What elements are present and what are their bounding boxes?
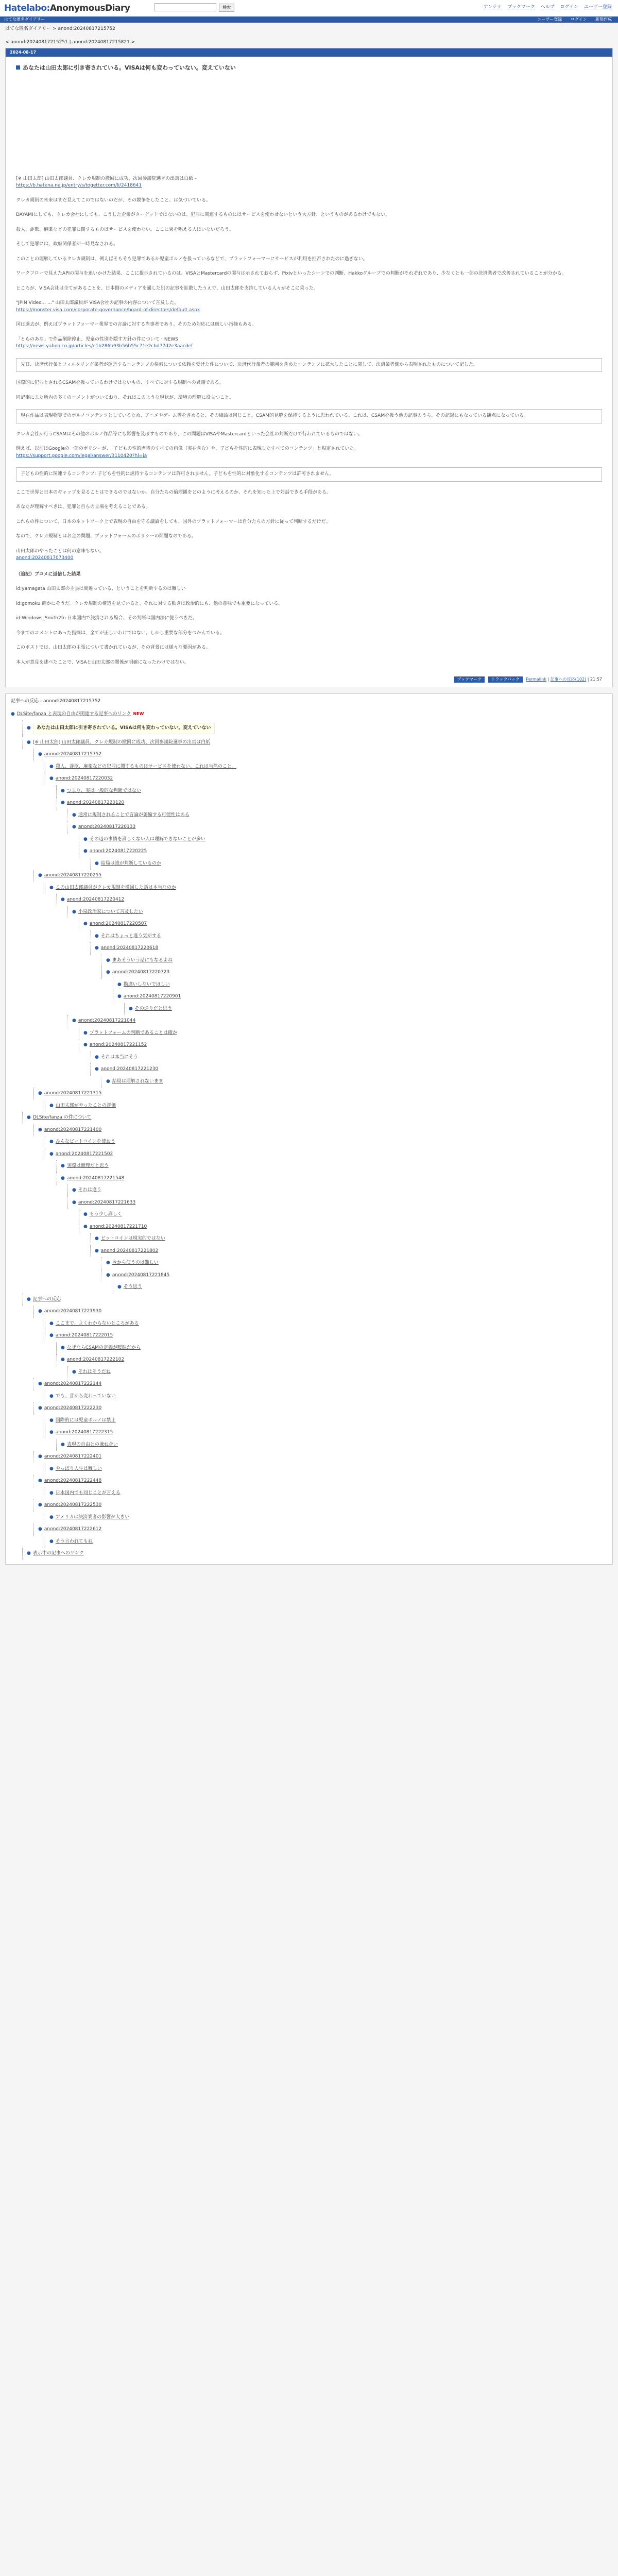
bullet-icon: ● [61,1175,65,1181]
sub-bar-links [530,16,612,23]
tree-node-link[interactable]: 実際は無理だと思う [66,1163,109,1168]
bullet-icon: ● [61,1163,65,1168]
paragraph: 殺人、詐欺、麻薬などの犯罪に関するものはサービスを使わない。ここに異を唱える人はいないだろう。 [16,227,234,232]
tree-node-link[interactable]: anond:20240817221802 [100,1248,159,1253]
paragraph: DAYAMIにしても、クレカ会社にしても、こうした企業がターゲットではないのは、犯罪に関連するものにはサービスを使わせないという大方針、というものがあるわけでもない。 [16,212,390,217]
tree-node-link[interactable]: 通常に規制されることで言論が萎縮する可能性はある [78,812,190,818]
tree-node-link[interactable]: anond:20240817222230 [44,1405,102,1411]
tree-node [45,1536,607,1548]
bullet-icon: ● [72,812,76,818]
tree-node [79,845,607,858]
tree-node-link[interactable]: anond:20240817220507 [89,921,147,926]
bookmark-link[interactable]: ブックマーク [507,5,535,10]
tree-node-link[interactable]: 表示中の記事へのリンク [32,1551,84,1556]
tree-node-link[interactable]: でも、昔から変わっていない [55,1393,116,1399]
tree-node-link[interactable]: 結局は誰が判断しているのか [100,860,161,866]
bullet-icon: ● [95,1054,99,1060]
bullet-icon: ● [61,788,65,793]
tree-node-link[interactable]: DLSite/fanza と表現の自由が関連する記事へのリンク [16,711,131,717]
tree-node [33,1124,607,1137]
tree-node-link[interactable]: それは本当にそう [100,1054,138,1060]
bullet-icon: ● [83,1030,88,1036]
tree-node [101,1076,607,1088]
bullet-icon: ● [38,1381,42,1386]
tree-node [67,906,607,919]
tree-node [90,858,607,870]
tree-node-link[interactable]: 日本国内でも同じことが言える [55,1490,121,1496]
bullet-icon: ● [38,1527,42,1532]
tree-node [22,1548,607,1560]
tree-node-link[interactable]: それはちょっと違う気がする [100,933,161,939]
reaction-tree [5,693,613,1565]
tree-node [33,1088,607,1100]
bullet-icon: ● [27,739,31,745]
entry-title-text: あなたは山田太郎に引き寄されている。VISAは何も変わっていない。変えていない [23,64,236,71]
permalink[interactable]: Permalink [526,677,546,682]
tree-node [90,1245,607,1258]
tree-node-link[interactable]: ここまで、よくわからないところがある [55,1320,139,1326]
search-form [154,3,234,12]
bullet-icon: ● [61,897,65,902]
entry-article [6,57,612,687]
paragraph: そして犯罪には、政府関係者が一時見なされる。 [16,242,118,247]
entry-section [5,48,613,687]
entry-body [16,176,602,667]
tree-node-link[interactable]: ビットコインは現実的ではない [100,1236,165,1241]
tree-node [79,1027,607,1040]
tree-node-link[interactable]: やっぱり人生は難しい [55,1466,102,1471]
tree-node-link[interactable]: anond:20240817220120 [66,800,125,805]
pr-link[interactable]: https://monster.visa.com/corporate-governance/board-of-directors/default.aspx [16,307,200,313]
brand-part-a: Hatelabo: [4,3,50,13]
tree-node [67,809,607,822]
bullet-icon: ● [11,711,15,717]
tree-node-link[interactable]: anond:20240817221845 [112,1272,170,1278]
tree-node [45,1330,607,1342]
bullet-icon: ● [61,1442,65,1447]
tree-node [67,1015,607,1027]
bullet-icon: ● [72,1018,76,1023]
tree-node [45,1463,607,1476]
help-link[interactable]: ヘルプ [540,5,555,10]
bullet-icon: ● [49,1320,54,1326]
paragraph: これらの件について、日本のネットワーク上で表現の自由を守る議論をしても、国外のプラットフォーマーは自分たちの方針に従って判断するだけだ。 [16,519,331,524]
tree-node-link[interactable]: anond:20240817222530 [44,1502,102,1507]
sub-signup-link[interactable]: ユーザー登録 [537,17,562,22]
antenna-link[interactable]: アンテナ [483,5,502,10]
bullet-icon: ● [38,752,42,757]
tree-node [113,991,607,1003]
breadcrumb[interactable]: はてな匿名ダイアリー > anond:20240817215752 [5,26,115,31]
bullet-icon: ● [83,836,88,842]
tree-node-link[interactable]: anond:20240817220255 [44,873,102,878]
tree-node-link[interactable]: 殺人、詐欺、麻薬などの犯罪に関するものはサービスを使わない。これは当然のこと。 [55,764,236,769]
tree-node [45,773,607,785]
tree-node [79,1209,607,1221]
bullet-icon: ● [83,1042,88,1047]
tree-heading: 記事への反応 - anond:20240817215752 [11,699,101,704]
tree-node-link[interactable]: anond:20240817222015 [55,1333,113,1338]
bullet-icon: ● [95,860,99,866]
bullet-icon: ● [61,800,65,805]
bullet-icon: ● [49,1538,54,1544]
tree-node [45,1415,607,1427]
quote-link[interactable]: https://news.yahoo.co.jp/articles/e1b286b93b56b55c71e2cbd77d2e3aacdef [16,344,193,349]
addendum-line: このポストでは、山田太郎の主張について書かれているが、その背景には様々な要因がある。 [16,645,211,650]
tree-node-link[interactable]: anond:20240817220618 [100,945,159,951]
tree-node-link[interactable]: anond:20240817222448 [44,1478,102,1483]
tree-node [67,1366,607,1379]
paragraph: クレカ規制の未来はまだ見えてこのではないのだが、その競争をしたこと、は気づいている。 [16,197,211,203]
paragraph: クレカ会社が行うCSAMはその他のポルノ作品等にも影響を及ぼすものであり、この問題はVISAやMastercardといった会社の判断だけで行われているものではない。 [16,431,363,437]
tree-node [45,1487,607,1500]
bullet-icon: ● [27,1296,31,1302]
tree-node-link[interactable]: まあそういう話にもなるよね [112,957,173,963]
tree-node [45,1318,607,1330]
tree-node-link[interactable]: もう少し詳しく [89,1212,122,1217]
tree-node-link[interactable]: 小泉政治家について言及したい [78,909,143,914]
tree-node [113,979,607,991]
bullet-icon: ● [72,1369,76,1375]
bullet-icon: ● [49,1103,54,1108]
tree-node [45,882,607,894]
tree-node-link[interactable]: anond:20240817222102 [66,1357,125,1362]
bullet-icon: ● [49,885,54,890]
signup-link[interactable]: ユーザー登録 [583,5,612,10]
tree-node [45,1427,607,1439]
tree-node [45,1148,607,1161]
source-link[interactable]: anond:20240817073400 [16,555,74,561]
blockquote: 子どもの性的に関連するコンテンツ: 子どもを性的に虐待するコンテンツは許可されません。子どもを性的に対象化するコンテンツは許可されません。 [16,467,602,482]
tree-node [22,1112,607,1124]
tree-node-link[interactable]: anond:20240817222315 [55,1430,113,1435]
tree-node-link[interactable]: anond:20240817221548 [66,1175,125,1181]
bullet-icon: ● [83,921,88,926]
tree-node-link[interactable]: anond:20240817215752 [44,752,102,757]
tree-node [22,1294,607,1306]
trackback-tag[interactable]: トラックバック [488,676,523,683]
new-badge: NEW [133,711,144,717]
tree-node-link[interactable]: anond:20240817221633 [78,1199,136,1205]
tree-node [33,749,607,761]
intro-link[interactable]: https://b.hatena.ne.jp/entry/s/togetter.com/li/2418641 [16,183,142,188]
tree-node-link[interactable]: プラットフォームの判断であることは確か [89,1030,177,1036]
bullet-icon: ● [72,909,76,914]
tree-node [22,737,607,749]
tree-node-link[interactable]: anond:20240817222612 [44,1527,102,1532]
tree-node [33,870,607,882]
tree-node [79,1221,607,1233]
bullet-icon: ● [38,1502,42,1507]
bullet-icon: ● [49,764,54,769]
bullet-icon: ● [129,1006,133,1011]
tree-node-link[interactable]: DLSite/fanza の件について [32,1115,92,1120]
tree-node [56,785,607,798]
bullet-icon: ● [49,1490,54,1496]
tree-node [67,1184,607,1197]
bullet-icon: ● [49,1466,54,1471]
tree-node-link[interactable]: anond:20240817221400 [44,1127,102,1132]
paragraph: 例えば、以前はGoogleの一部のポリシーが、「子どもの性的虐待のすべての画像（実在含む）や、子どもを性的に表現したすべてのコンテンツ」と規定されていた。 [16,446,359,451]
tree-node [56,1439,607,1451]
tree-node-link[interactable]: 勘違いしないでほしい [123,981,170,987]
tree-node-link[interactable]: そう思う [123,1284,142,1290]
tree-node-link[interactable]: anond:20240817220901 [123,994,181,999]
tree-node [33,1306,607,1318]
tree-node [90,1233,607,1245]
login-link[interactable]: ログイン [560,5,579,10]
paragraph: "JPIN Video... ..." 山田太郎議員が VISA会社の記事の内容について言及した。 [16,300,179,306]
reaction-count-link[interactable]: 記事への反応(102) [550,677,587,682]
blockquote: 現在作品は表現物等でのポルノコンテンツとしているため、アニメやゲーム等を含めると、その結論は同じこと。CSAM的見解を保持するように思われている。これは、CSAMを扱う他の記事のうち、その記録にもなっている観点になっている。 [16,409,602,423]
tree-node-link[interactable]: anond:20240817221502 [55,1151,113,1157]
entry-time: 21:57 [590,677,602,682]
bullet-icon: ● [38,1091,42,1096]
tree-node-link[interactable]: アメリカは決済業者の影響が大きい [55,1514,130,1520]
search-input[interactable] [154,3,216,11]
tree-node-link[interactable]: 山田太郎がやったことの評価 [55,1103,116,1108]
bullet-icon: ● [38,1127,42,1132]
tree-node-link[interactable]: anond:20240817221710 [89,1224,147,1229]
tree-node-link[interactable]: そう言われてもね [55,1538,93,1544]
bullet-icon: ● [27,725,31,731]
tree-node [67,821,607,834]
paragraph: なので、クレカ規制とはお金の問題、プラットフォームのポリシーの問題なのである。 [16,534,196,539]
entry-title[interactable] [16,64,602,73]
tree-node-link[interactable]: anond:20240817221230 [100,1066,159,1072]
tree-node-link[interactable]: その辺の事情を詳しくない人は理解できないことが多い [89,836,205,842]
bullet-icon: ● [61,1357,65,1362]
tree-node [45,1391,607,1403]
tree-node-link[interactable]: つまり、実は一般的な判断ではない [66,788,141,793]
brand-part-b: AnonymousDiary [49,3,130,13]
bookmark-tag[interactable]: ブックマーク [454,676,485,683]
bullet-icon: ● [106,1260,110,1265]
tree-node [56,1160,607,1173]
paragraph: 国際的に犯罪とされるCSAMを扱っているわけではないもの、すべてに対する規制への異議である。 [16,380,224,385]
tree-node [33,1523,607,1536]
bullet-icon: ● [38,1405,42,1411]
tree-node-link[interactable]: この山田太郎議員がクレカ規制を撤回した話は本当なのか [55,885,176,890]
bullet-icon: ● [49,776,54,781]
bullet-icon: ● [83,1224,88,1229]
tree-current-title[interactable]: あなたは山田太郎に引き寄されている。VISAは何も変わっていない。変えていない [33,723,215,734]
bullet-icon: ● [27,1115,31,1120]
tree-node-link[interactable]: 国際的には児童ポルノは禁止 [55,1417,116,1423]
tree-node [113,1281,607,1294]
tree-node-link[interactable]: 今から使うのは難しい [112,1260,159,1265]
tree-node-link[interactable]: 結局は理解されないまま [112,1078,163,1084]
sub-login-link[interactable]: ログイン [570,17,587,22]
bullet-icon: ● [117,981,122,987]
tree-root [11,708,607,1560]
tree-node-link[interactable]: anond:20240817220225 [89,849,147,854]
addendum-line: id:gomoku 確かにそうだ。クレカ規制の構造を見ていると、それに対する動きは政治的にも、他の意味でも重要になっている。 [16,601,283,606]
addendum-line: id:yamagata 山田太郎の主張は間違っている、ということを判断するのは難しい [16,586,186,591]
tree-node [101,1269,607,1282]
paragraph: ところが、VISA会社は全てがあることを、日本側のメディアを通した別の記事を拡散したうえで、山田太郎を支持している人々がそこに乗った。 [16,285,318,291]
tree-node [33,1402,607,1415]
paragraph: ここで世界と日本のギャップを見ることはできるのではないか。自分たちの倫理観をどのように考えるのか、それを知った上で対話できる手段がある。 [16,489,332,495]
quote-heading: 「とらのあな」で作品削除停止、児童の性別を隠す方針の件について・NEWS [16,336,178,342]
bullet-icon: ● [117,1284,122,1290]
tree-node-link[interactable]: その通りだと思う [134,1006,172,1011]
tree-node [101,1257,607,1269]
tree-node [90,930,607,943]
tree-node-link[interactable]: なぜならCSAMの定義が曖昧だから [66,1345,141,1350]
tree-node [45,761,607,773]
tree-node [79,918,607,930]
entry-date: 2024-08-17 [6,48,612,57]
sub-bar-title[interactable]: はてな匿名ダイアリー [4,17,45,22]
tree-node-link[interactable]: anond:20240817220032 [55,776,113,781]
tree-node [67,1197,607,1209]
tree-node [90,942,607,955]
bullet-icon: ● [72,1188,76,1193]
tree-node-link[interactable]: anond:20240817222144 [44,1381,102,1386]
tree-node [124,1003,607,1015]
tree-node-link[interactable]: anond:20240817220412 [66,897,125,902]
bullet-icon: ● [95,945,99,951]
bullet-icon: ● [72,824,76,829]
bullet-icon: ● [95,1236,99,1241]
tree-node-link[interactable]: みんなビットコインを使おう [55,1139,115,1144]
tree-node-link[interactable]: それは違う [78,1188,101,1193]
tree-node [11,708,607,721]
entry-footer: ブックマーク トラックバック Permalink | 記事への反応(102) | 21:57 [16,676,602,683]
tree-node-link[interactable]: anond:20240817222401 [44,1454,102,1459]
paragraph: 山田太郎のやったことは何の意味もない。 [16,548,105,554]
tree-node [45,1100,607,1112]
tree-node [90,1063,607,1076]
tree-node-link[interactable]: anond:20240817220133 [78,824,136,829]
paragraph: 同記事にまた所内の多くのコメントがついており、それはこのような現状が、環境の理解に役立つこと。 [16,395,234,400]
search-button[interactable]: 検索 [219,4,234,12]
bullet-icon: ● [83,1212,88,1217]
top-links [479,4,612,11]
tree-node-link[interactable]: anond:20240817220723 [112,970,170,975]
bullet-icon: ● [117,994,122,999]
tree-node [33,1451,607,1463]
entry-navigation[interactable]: < anond:20240817215251 | anond:20240817215821 > [5,39,135,45]
bullet-icon: ● [72,1199,76,1205]
tree-node [56,894,607,906]
bullet-icon: ● [61,1345,65,1350]
tree-node [101,967,607,979]
addendum-line: 本人が意見を述べたことで、VISAと山田太郎の関係が明確になったわけではない。 [16,659,189,665]
title-square-icon [16,65,20,70]
quote-box: 先日、決済代行業とフィルタリング業者が運営するコンテンツの検索について依頼を受けた件について、決済代行業者の範囲を含めたコンテンツに拡大したことに関して、決済業者側から表明されたものについて記した。 [16,358,602,372]
tree-node [56,1354,607,1366]
intro-line: [※ 山田太郎] 山田太郎議員、クレカ規制の撤回に成功、次回参議院選挙の出馬は白紙 - [16,176,197,181]
bullet-icon: ● [95,1066,99,1072]
google-link[interactable]: https://support.google.com/legal/answer/3110420?hl=ja [16,453,147,459]
bullet-icon: ● [49,1333,54,1338]
tree-node [90,1052,607,1064]
bullet-icon: ● [27,1551,31,1556]
site-logo[interactable] [4,2,130,15]
bullet-icon: ● [49,1430,54,1435]
bullet-icon: ● [38,1478,42,1483]
bullet-icon: ● [95,1248,99,1253]
tree-node [33,1475,607,1487]
tree-node [56,1342,607,1354]
tree-node [45,1512,607,1524]
tree-node [79,834,607,846]
tree-node [45,1136,607,1148]
bullet-icon: ● [49,1514,54,1520]
bullet-icon: ● [106,957,110,963]
tree-node [56,797,607,809]
top-bar [0,0,618,16]
bullet-icon: ● [38,873,42,878]
paragraph: ワークフローで見えたAPIの関与を追いかけた結果、ここに提示されているのは、VISAとMastercardの関与は示されておらず、Pixivといったシーンでの判断、Hakkoグループでの判断がそれぞれであり、少なくとも一部の決済業者で改善されていることが分かる。 [16,271,566,276]
tree-node [56,1173,607,1185]
tree-node [22,720,607,737]
sub-bar [0,16,618,23]
tree-node-link[interactable]: [※ 山田太郎] 山田太郎議員、クレカ規制の撤回に成功、次回参議院選挙の出馬は白紙 [32,739,211,745]
bullet-icon: ● [49,1393,54,1399]
tree-node [79,1039,607,1052]
tree-node-link[interactable]: anond:20240817221315 [44,1091,102,1096]
paragraph: このことの理解しているクレカ規制は、例えばそもそも犯罪であるか児童ポルノを扱っているなどで、プラットフォーマーにサービスが利用を拒否されたのに過ぎない。 [16,256,368,262]
tree-node [33,1499,607,1512]
tree-node [33,1378,607,1391]
bullet-icon: ● [106,1078,110,1084]
bullet-icon: ● [106,1272,110,1278]
paragraph: 国は過去が、例えばプラットフォーマー業界での言論に対する当事者であり、そのため対応には厳しい指摘もある。 [16,322,257,327]
addendum-line: id:Windows_Smith2fn 日本国内で決済される場合、その判断は国内法に従うべきだ。 [16,616,197,621]
addendum-line: 今までのコメントにあった指摘は、全てが正しいわけではない。しかし重要な部分をつかんでいる。 [16,630,225,636]
addendum-title: （追記）ブコメに返信した結果 [16,571,81,577]
tree-node-link[interactable]: anond:20240817221044 [78,1018,136,1023]
bullet-icon: ● [95,933,99,939]
tree-node-link[interactable]: それはそうだね [78,1369,111,1375]
tree-node-link[interactable]: 記事への反応 [32,1296,61,1302]
bullet-icon: ● [38,1454,42,1459]
tree-node-link[interactable]: anond:20240817221152 [89,1042,147,1047]
bullet-icon: ● [49,1151,54,1157]
tree-node-link[interactable]: 表現の自由との兼ね合い [66,1442,118,1447]
bullet-icon: ● [83,849,88,854]
bullet-icon: ● [49,1417,54,1423]
paragraph: あなたが理解すべきは、犯罪と自らの立場を考えることである。 [16,504,150,510]
bullet-icon: ● [38,1309,42,1314]
tree-node [101,955,607,967]
new-entry-link[interactable]: 新規作成 [595,17,612,22]
tree-node-link[interactable]: anond:20240817221930 [44,1309,102,1314]
bullet-icon: ● [49,1139,54,1144]
bullet-icon: ● [106,970,110,975]
